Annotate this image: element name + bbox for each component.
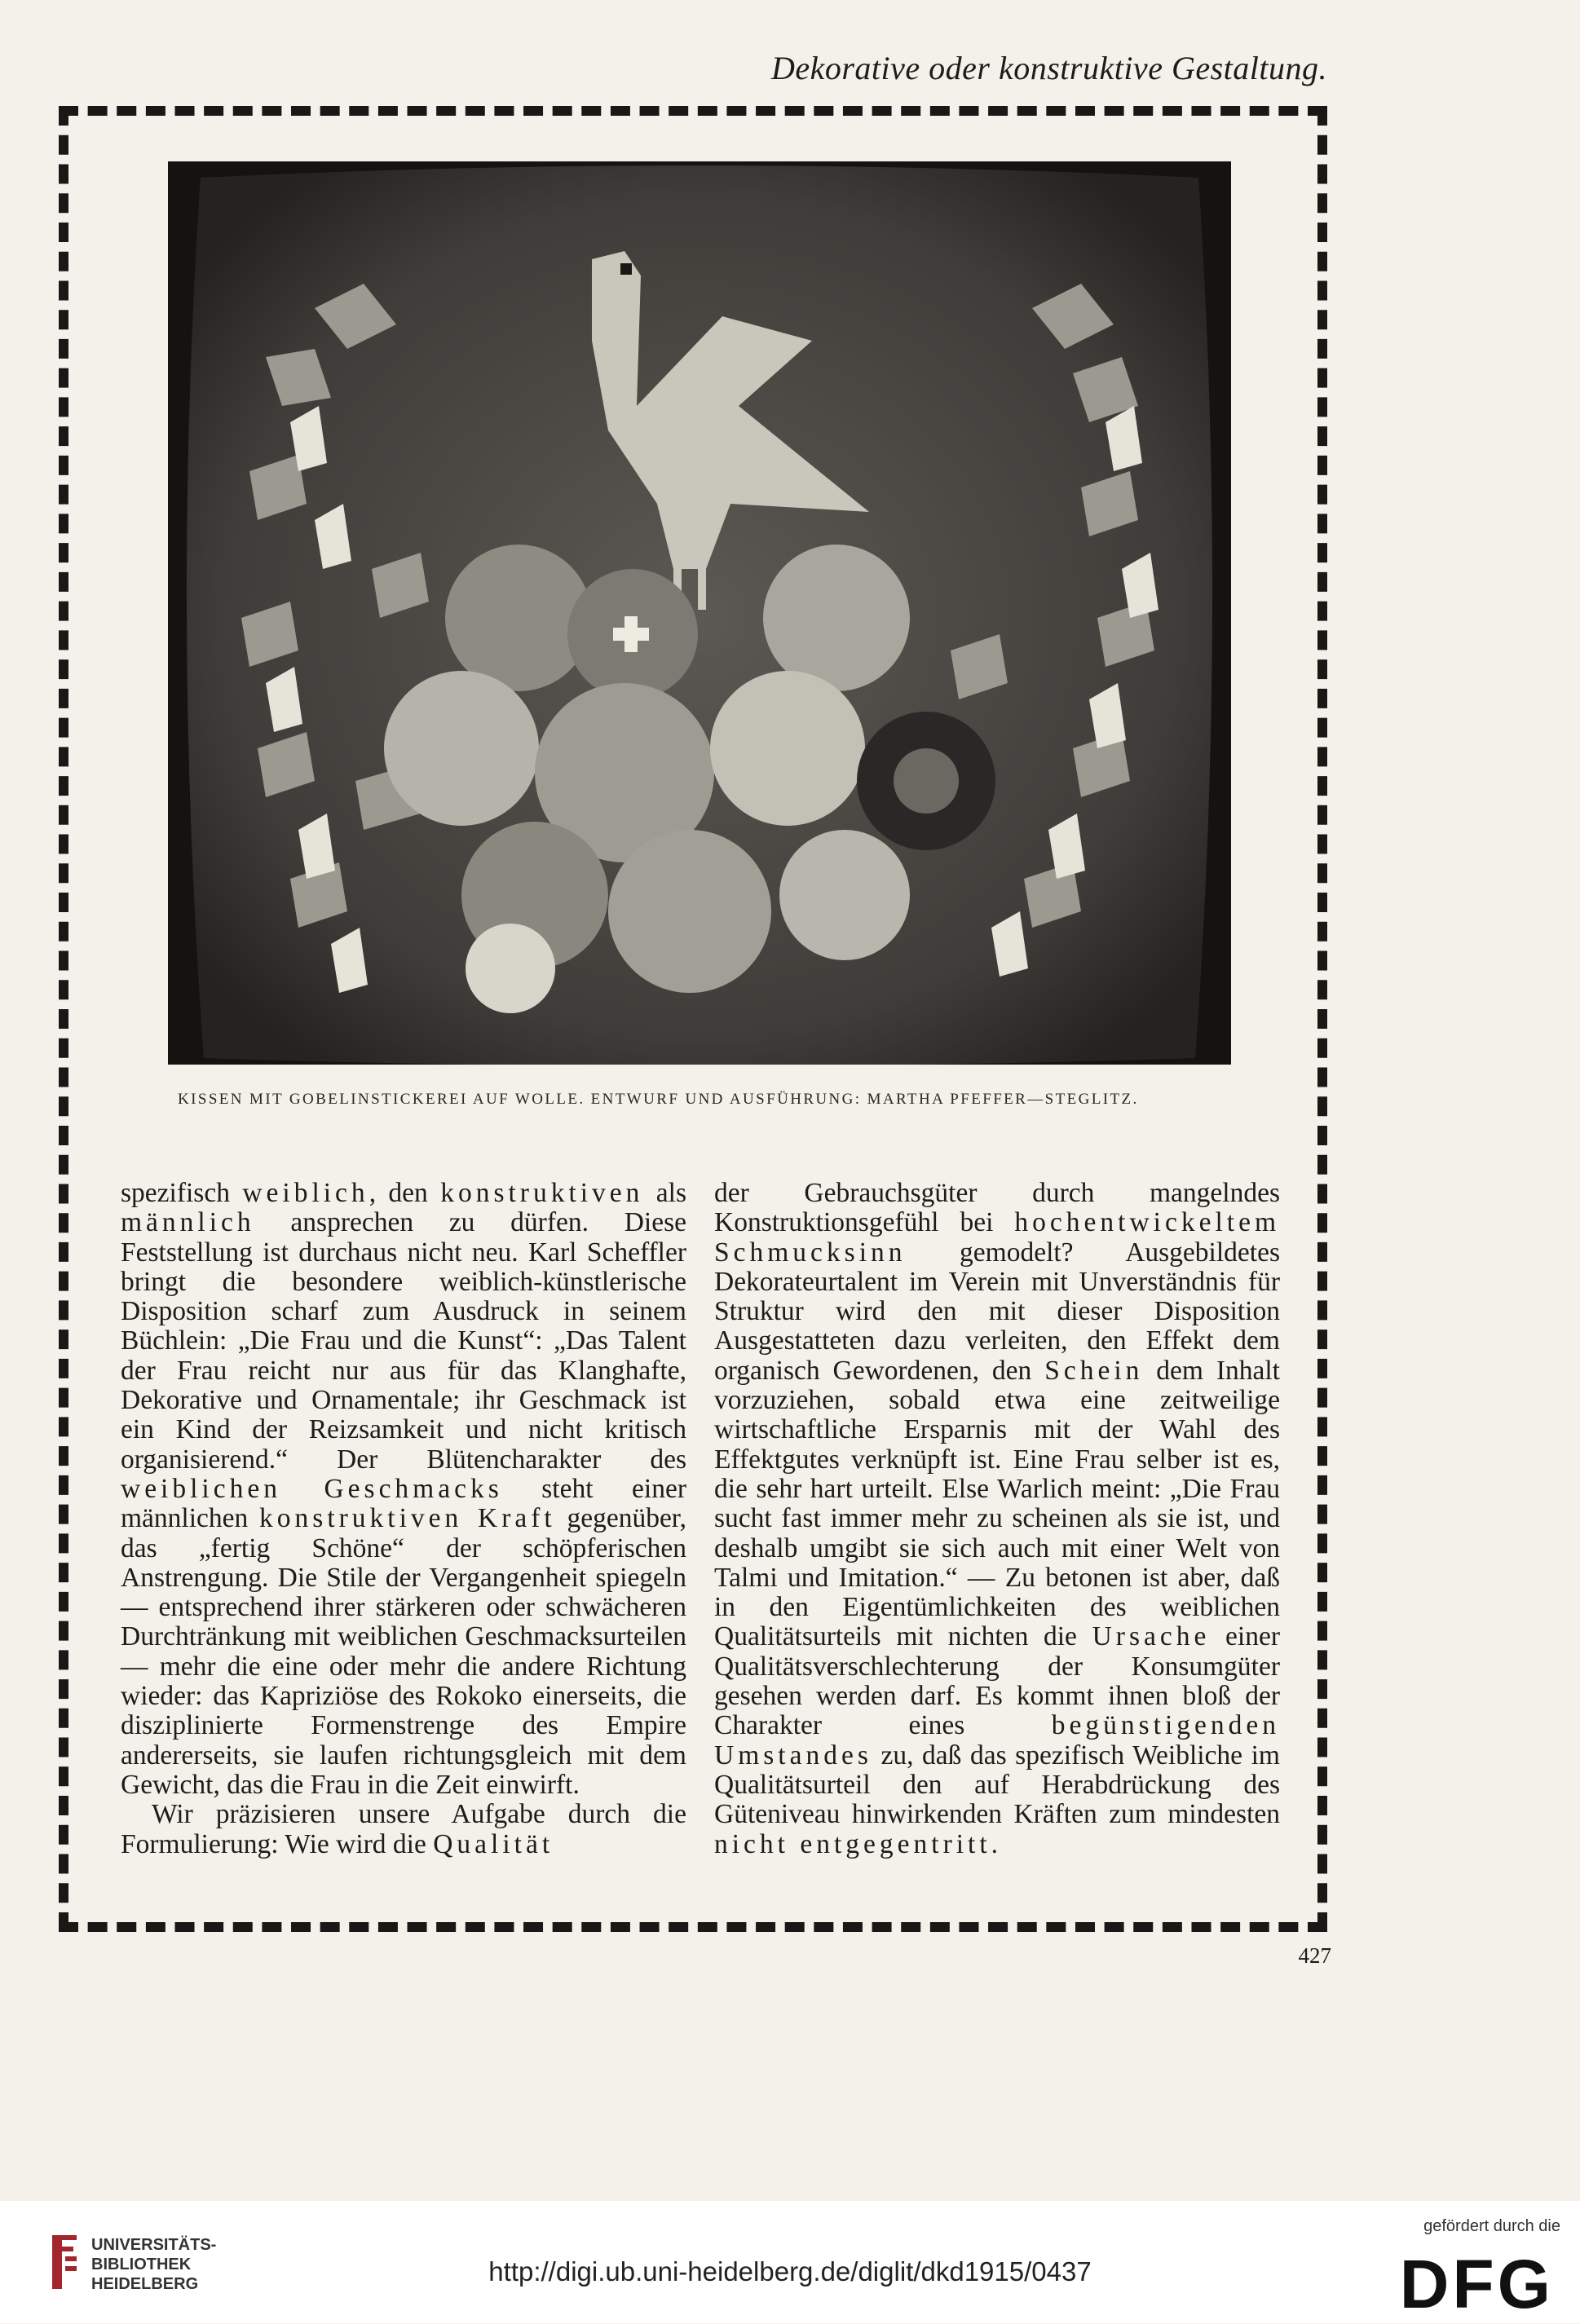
text-run: ansprechen zu dürfen. Diese Feststellung ist durchaus nicht neu. Karl Scheffler bringt die besondere weiblich-künstlerische Disposition scharf zum Ausdruck in seinem Büchlein: „Die Frau und die Kunst“: „Das Talent der Frau reicht nur aus für das Klanghafte, Dekorative und Ornamentale; ihr Geschmack ist ein Kind der Reizsamkeit und nicht kritisch organisierend.“ Der Blütencharakter des [121,1207,686,1475]
paragraph [714,1179,1280,1859]
emphasis-spaced: weiblichen Geschmacks [121,1473,503,1504]
text-run: einer Qualitätsverschlechterung der Konsumgüter gesehen werden darf. Es kommt ihnen bloß der Charakter eines [714,1621,1280,1741]
text-column-left [121,1179,686,1859]
figure-caption: KISSEN MIT GOBELINSTICKEREI AUF WOLLE. ENTWURF UND AUSFÜHRUNG: MARTHA PFEFFER—STEGLITZ. [178,1091,1139,1108]
page-number: 427 [1298,1943,1331,1968]
emphasis-spaced: begünstigenden Umstandes [714,1710,1280,1771]
text-run: . [991,1828,999,1859]
dfg-logo: DFG [1399,2246,1554,2322]
library-name-line: HEIDELBERG [91,2275,199,2293]
text-run: der Gebrauchsgüter durch mangelndes Konstruktionsgefühl bei [714,1178,1280,1238]
emphasis-spaced: Ursache [1092,1621,1211,1652]
paragraph [121,1179,686,1800]
digitization-footer [0,2201,1580,2323]
text-run: gemodelt? Ausgebildetes Dekorateurtalent im Verein mit Unverständnis für Struktur wird den mit dieser Disposition Ausgestatteten dazu verleiten, den Effekt dem organisch Gewordenen, den [714,1237,1280,1386]
cushion-illustration [168,161,1231,1065]
emphasis-spaced: Schein [1044,1355,1144,1386]
text-run: spezifisch [121,1178,243,1208]
text-run: dem Inhalt vorzuziehen, sobald etwa eine zeitweilige wirtschaftliche Ersparnis mit der Wahl des Effektgutes verknüpft ist. Eine Frau selber ist es, die sehr hart urteilt. Else Warlich meint: „Die Frau sucht fast immer mehr zu scheinen als sie ist, und deshalb umgibt sie sich auch mit einer Welt von Talmi und Imitation.“ — Zu betonen ist aber, daß in den Eigentümlichkeiten des weiblichen Qualitätsurteils mit nichten die [714,1355,1280,1652]
emphasis-spaced: Qualität [433,1828,554,1859]
text-run: gegenüber, das „fertig Schöne“ der schöpferischen Anstrengung. Die Stile der Vergangenheit spiegeln — entsprechend ihrer stärkeren oder schwächeren Durchtränkung mit weiblichen Geschmacksurteilen — mehr die eine oder mehr die andere Richtung wieder: das Kapriziöse des Rokoko einerseits, die disziplinierte Formenstrenge des Empire andererseits, sie laufen richtungsgleich mit dem Gewicht, das die Frau in die Zeit einwirft. [121,1503,686,1800]
emphasis-spaced: männlich [121,1207,255,1238]
text-run: zu, daß das spezifisch Weibliche im Qualitätsurteil den auf Herabdrückung des Güteniveau hinwirkenden Kräften zum mindesten [714,1740,1280,1830]
emphasis-spaced: weiblich [242,1178,369,1208]
library-name-line: BIBLIOTHEK [91,2256,192,2273]
emphasis-spaced: nicht entgegentritt [714,1828,991,1859]
emphasis-spaced: hochentwickeltem Schmucksinn [714,1207,1280,1268]
running-head: Dekorative oder konstruktive Gestaltung. [770,50,1327,86]
emphasis-spaced: konstruktiven [440,1178,644,1208]
emphasis-spaced: konstruktiven Kraft [259,1503,556,1534]
permalink-url[interactable]: http://digi.ub.uni-heidelberg.de/diglit/dkd1915/0437 [488,2256,1092,2287]
text-run: , den [369,1178,441,1208]
funder-label: gefördert durch die [1423,2217,1560,2235]
text-run: als [643,1178,687,1208]
text-run: Wir präzisieren unsere Aufgabe durch die Formulierung: Wie wird die [121,1799,686,1859]
text-run: steht einer männlichen [121,1473,686,1534]
text-column-right [714,1179,1280,1859]
cushion-photograph [168,161,1231,1065]
library-name-line: UNIVERSITÄTS- [91,2236,217,2254]
paragraph [121,1800,686,1859]
